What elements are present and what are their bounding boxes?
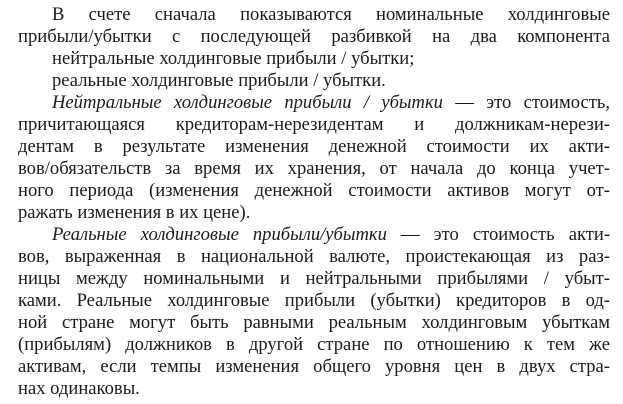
paragraph-2-line-2 — [18, 114, 610, 136]
paragraph-3-line-3 — [18, 268, 610, 290]
list-item-real — [52, 70, 610, 92]
text-run: вов, выраженная в национальной валюте, проистекающая из раз- — [18, 246, 610, 267]
paragraph-2-line-4 — [18, 158, 610, 180]
paragraph-3-line-1 — [52, 224, 610, 246]
text-run: В счете сначала показываются номинальные холдинговые — [52, 4, 610, 25]
paragraph-3-line-5 — [18, 312, 610, 334]
term-real-holding: Реальные холдинговые прибыли/убытки — [52, 224, 387, 245]
text-run: активам, если темпы изменения общего уровня цен в двух стра- — [18, 356, 610, 377]
list-item-neutral — [52, 48, 610, 70]
paragraph-3-line-8 — [18, 378, 610, 400]
paragraph-3-line-7 — [18, 356, 610, 378]
paragraph-3-line-2 — [18, 246, 610, 268]
paragraph-2-line-5 — [18, 180, 610, 202]
paragraph-3-line-6 — [18, 334, 610, 356]
text-run: нах одинаковы. — [18, 378, 140, 399]
paragraph-2-line-1 — [52, 92, 610, 114]
text-run: — это стоимость, — [442, 92, 610, 113]
text-run: ницы между номинальными и нейтральными прибылями / убыт- — [18, 268, 610, 289]
paragraph-2-line-6 — [18, 202, 610, 224]
paragraph-2-line-3 — [18, 136, 610, 158]
paragraph-1-line-2 — [18, 26, 610, 48]
text-run: дентам в результате изменения денежной стоимости их акти- — [18, 136, 610, 157]
text-run: реальные холдинговые прибыли / убытки. — [52, 70, 386, 91]
text-run: вов/обязательств за время их хранения, от начала до конца учет- — [18, 158, 610, 179]
text-run: (прибылям) должников в другой стране по отношению к тем же — [18, 334, 610, 355]
term-neutral-holding: Нейтральные холдинговые прибыли / убытки — [52, 92, 443, 113]
text-run: ками. Реальные холдинговые прибыли (убытки) кредиторов в од- — [18, 290, 610, 311]
text-run: нейтральные холдинговые прибыли / убытки; — [52, 48, 415, 69]
text-run: ражать изменения в их цене). — [18, 202, 251, 223]
paragraph-1-line-1 — [52, 4, 610, 26]
text-run: — это стоимость акти- — [386, 224, 611, 245]
text-run: причитающаяся кредиторам-нерезидентам и должникам-нерези- — [18, 114, 610, 135]
text-run: прибыли/убытки с последующей разбивкой на два компонента — [18, 26, 610, 47]
text-run: ного периода (изменения денежной стоимости активов могут от- — [18, 180, 610, 201]
text-run: ной стране могут быть равными реальным холдинговым убыткам — [18, 312, 610, 333]
paragraph-3-line-4 — [18, 290, 610, 312]
